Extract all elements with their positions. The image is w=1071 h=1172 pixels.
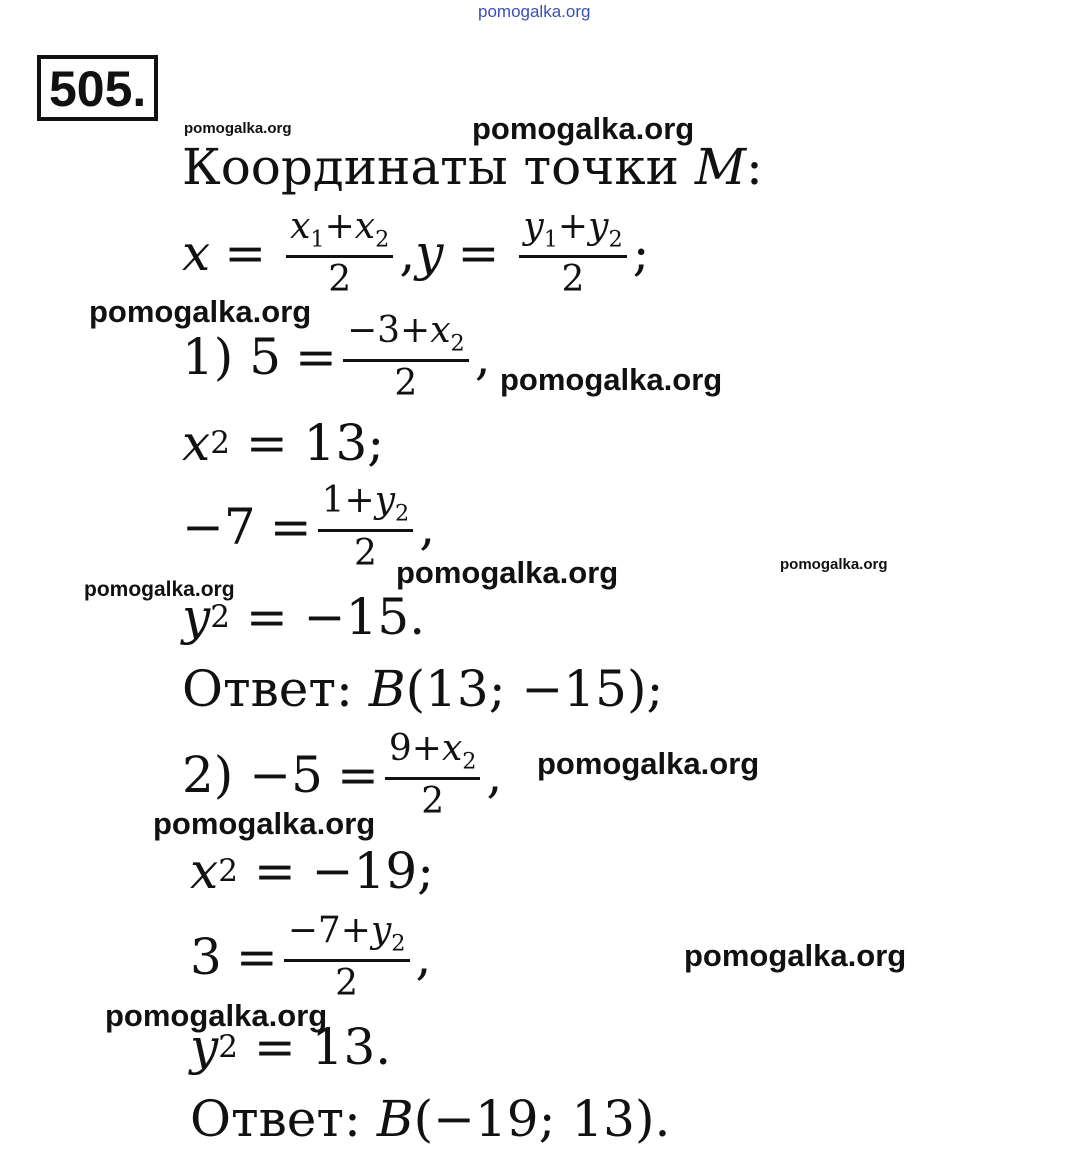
watermark: pomogalka.org [684,938,907,973]
midpoint-formula [182,208,650,299]
rhs: = 13. [253,1018,392,1076]
denominator: 2 [421,780,445,822]
watermark: pomogalka.org [153,806,376,841]
sub: 2 [395,500,410,527]
lhs: −7 [182,498,256,557]
comma: , [419,498,436,557]
sub: 2 [608,226,623,253]
plus: + [557,206,589,247]
rhs: = −19; [253,842,434,900]
lhs: 3 [190,928,222,987]
var: x [290,206,311,247]
fraction [286,208,393,299]
fraction [385,730,481,821]
num: 1+ [321,480,375,521]
watermark: pomogalka.org [500,362,723,397]
fraction [284,912,410,1003]
sub: 2 [391,930,406,957]
answer-coords: (13; −15); [405,660,664,718]
part2-answer [190,1090,671,1148]
part1-y2 [182,588,426,646]
problem-number: 505. [37,55,158,121]
var: y [190,1018,219,1076]
point-name: M [694,138,747,196]
denominator: 2 [561,258,585,300]
comma: , [415,928,432,987]
sub: 1 [310,226,325,253]
fraction [343,312,469,403]
equals: = [295,328,337,387]
part1-x2 [182,414,385,472]
var-x: x [182,224,211,283]
answer-coords: (−19; 13). [413,1090,671,1148]
equals: = [224,224,267,283]
part2-y2 [190,1018,392,1076]
heading [182,138,763,196]
watermark: pomogalka.org [184,120,292,137]
answer-point: B [376,1090,414,1148]
sub: 2 [462,748,477,775]
equals: = [336,746,379,805]
equals: = [269,498,312,557]
watermark: pomogalka.org [537,746,760,781]
var: y [374,480,396,521]
var: y [523,206,544,247]
answer-point: B [368,660,406,718]
lhs: 5 [249,328,282,387]
comma: , [474,328,491,387]
sub: 1 [543,226,558,253]
equals: = [235,928,278,987]
fraction [519,208,626,299]
rhs: = −15. [245,588,426,646]
comma: , [486,746,503,805]
sub: 2 [450,330,465,357]
num: −3+ [346,310,431,351]
denominator: 2 [394,362,418,404]
var: x [182,414,211,472]
watermark: pomogalka.org [472,111,695,146]
var: y [370,910,392,951]
var: x [190,842,219,900]
var: y [182,588,211,646]
part-label: 1) [182,328,234,387]
answer-label: Ответ: [182,660,353,718]
part1-eq1 [182,312,491,403]
part2-eq1 [182,730,502,821]
sub: 2 [218,1028,238,1065]
answer-label: Ответ: [190,1090,361,1148]
plus: + [324,206,355,247]
sub: 2 [210,598,230,635]
var-y: y [415,224,444,283]
part2-eq2 [190,912,431,1003]
part1-answer [182,660,664,718]
watermark: pomogalka.org [780,556,888,573]
num: 9+ [388,728,442,769]
watermark: pomogalka.org [84,578,235,601]
part2-x2 [190,842,434,900]
colon: : [746,138,763,196]
sub: 2 [210,424,230,461]
watermark: pomogalka.org [105,998,328,1033]
part-label: 2) [182,746,234,805]
lhs: −5 [249,746,323,805]
var: x [441,728,463,769]
semicolon: ; [632,224,650,283]
denominator: 2 [335,962,359,1004]
num: −7+ [287,910,371,951]
fraction [318,482,414,573]
denominator: 2 [328,258,352,300]
watermark: pomogalka.org [89,294,312,329]
var: x [354,206,376,247]
denominator: 2 [353,532,377,574]
watermark: pomogalka.org [478,2,591,21]
var: y [588,206,609,247]
part1-eq2 [182,482,435,573]
var: x [430,310,451,351]
comma: , [399,224,416,283]
sub: 2 [218,852,238,889]
sub: 2 [375,226,390,253]
watermark: pomogalka.org [396,555,619,590]
heading-text: Координаты точки [182,138,679,196]
equals: = [457,224,500,283]
rhs: = 13; [245,414,385,472]
